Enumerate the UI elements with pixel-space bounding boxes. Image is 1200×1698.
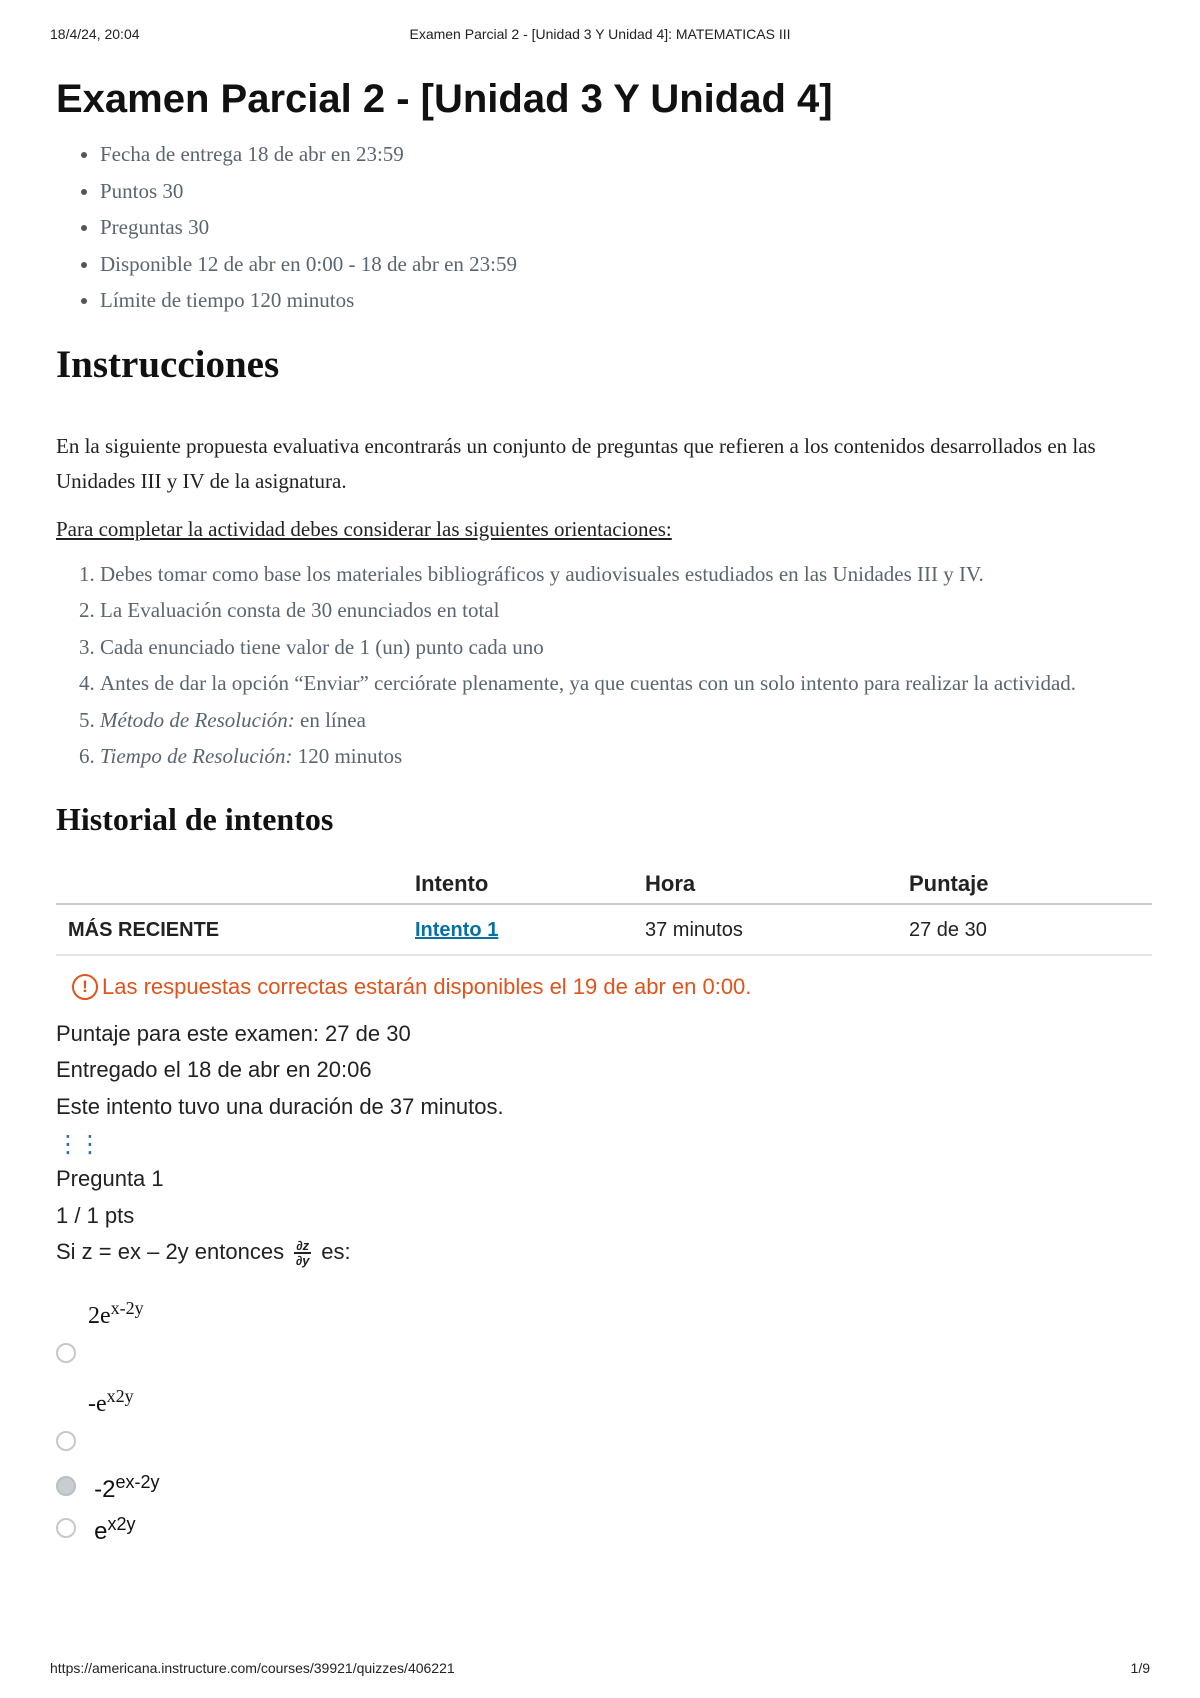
step-item: 3. Cada enunciado tiene valor de 1 (un) punto cada uno	[100, 629, 1150, 666]
column-header: Intento	[415, 863, 645, 904]
print-date: 18/4/24, 20:04	[50, 26, 140, 42]
attempts-table	[56, 863, 1152, 956]
step-value: en línea	[294, 707, 366, 732]
print-url: https://americana.instructure.com/courses/39921/quizzes/406221	[50, 1660, 455, 1676]
answers-notice	[56, 974, 1150, 1000]
quiz-meta-list	[56, 136, 1150, 319]
warning-icon: !	[72, 974, 98, 1000]
answer-label	[88, 1285, 1150, 1331]
radio-button-selected[interactable]	[56, 1476, 76, 1496]
question-1	[56, 1161, 1150, 1545]
question-number: Pregunta 1	[56, 1166, 164, 1191]
page-title: Examen Parcial 2 - [Unidad 3 Y Unidad 4]	[56, 77, 833, 121]
instruction-steps	[56, 556, 1150, 775]
answer-exponent: ex-2y	[115, 1471, 160, 1492]
answer-option-2[interactable]	[56, 1419, 1150, 1461]
drag-handle-icon[interactable]: ⋮⋮	[56, 1131, 100, 1158]
attempt-summary	[56, 1016, 1150, 1126]
score-cell: 27 de 30	[909, 904, 1152, 955]
radio-button[interactable]	[56, 1431, 76, 1451]
attempt-duration: Este intento tuvo una duración de 37 minutos.	[56, 1093, 504, 1119]
answer-exponent: x-2y	[110, 1297, 144, 1318]
time-limit: • Límite de tiempo 120 minutos	[100, 282, 1150, 319]
attempt-link[interactable]: Intento 1	[415, 918, 499, 941]
answer-option-1[interactable]	[56, 1331, 1150, 1373]
instructions-heading: Instrucciones	[56, 342, 280, 386]
column-header	[56, 863, 415, 904]
question-text	[56, 1234, 1150, 1271]
page-number: 1/9	[1130, 1660, 1150, 1676]
answer-base: -2	[94, 1475, 116, 1503]
step-item: 2. La Evaluación consta de 30 enunciados en total	[100, 592, 1150, 629]
print-footer	[50, 1660, 1150, 1676]
submitted-at: Entregado el 18 de abr en 20:06	[56, 1057, 372, 1082]
answer-option-4[interactable]	[56, 1503, 1150, 1545]
table-row	[56, 904, 1152, 955]
answer-options	[56, 1285, 1150, 1545]
time-cell: 37 minutos	[645, 904, 909, 955]
questions-count: • Preguntas 30	[100, 209, 1150, 246]
question-text-before: Si z = ex – 2y entonces	[56, 1239, 285, 1264]
answer-label	[94, 1513, 136, 1545]
answer-exponent: x2y	[106, 1385, 134, 1406]
points: • Puntos 30	[100, 173, 1150, 210]
step-label: Tiempo de Resolución:	[100, 744, 293, 768]
column-header: Puntaje	[909, 863, 1152, 904]
quiz-content	[56, 70, 1150, 1545]
due-date: • Fecha de entrega 18 de abr en 23:59	[100, 136, 1150, 173]
question-points: 1 / 1 pts	[56, 1202, 135, 1228]
step-value: 120 minutos	[292, 744, 403, 768]
step-item	[100, 702, 1150, 739]
attempt-cell	[415, 904, 645, 955]
instructions-intro: En la siguiente propuesta evaluativa encontrarás un conjunto de preguntas que refieren a los contenidos desarrollados en las Unidades III y IV de la asignatura.	[56, 433, 1096, 493]
availability: • Disponible 12 de abr en 0:00 - 18 de abr en 23:59	[100, 246, 1150, 283]
history-heading: Historial de intentos	[56, 800, 334, 837]
answer-base: 2e	[88, 1302, 111, 1329]
radio-button[interactable]	[56, 1343, 76, 1363]
step-item	[100, 738, 1150, 775]
step-label: Método de Resolución:	[100, 707, 295, 732]
latest-label: MÁS RECIENTE	[56, 904, 415, 955]
notice-text: Las respuestas correctas estarán disponibles el 19 de abr en 0:00.	[102, 973, 752, 999]
answer-base: -e	[88, 1390, 107, 1417]
orientation-heading: Para completar la actividad debes considerar las siguientes orientaciones:	[56, 516, 672, 541]
answer-label	[88, 1373, 1150, 1419]
answer-base: e	[94, 1517, 108, 1545]
print-title: Examen Parcial 2 - [Unidad 3 Y Unidad 4]: MATEMATICAS III	[409, 26, 791, 42]
table-header-row	[56, 863, 1152, 904]
radio-button[interactable]	[56, 1518, 76, 1538]
step-item: 1. Debes tomar como base los materiales bibliográficos y audiovisuales estudiados en las Unidades III y IV.	[100, 556, 1150, 593]
partial-derivative-fraction	[294, 1239, 311, 1267]
answer-exponent: x2y	[107, 1513, 136, 1534]
answer-label	[94, 1471, 160, 1503]
column-header: Hora	[645, 863, 909, 904]
fraction-numerator: ∂z	[296, 1238, 310, 1254]
answer-option-3[interactable]	[56, 1461, 1150, 1503]
exam-score: Puntaje para este examen: 27 de 30	[56, 1020, 411, 1046]
question-text-after: es:	[321, 1239, 351, 1264]
fraction-denominator: ∂y	[295, 1253, 310, 1269]
step-item: 4. Antes de dar la opción “Enviar” cerciórate plenamente, ya que cuentas con un solo intento para realizar la actividad.	[100, 665, 1150, 702]
